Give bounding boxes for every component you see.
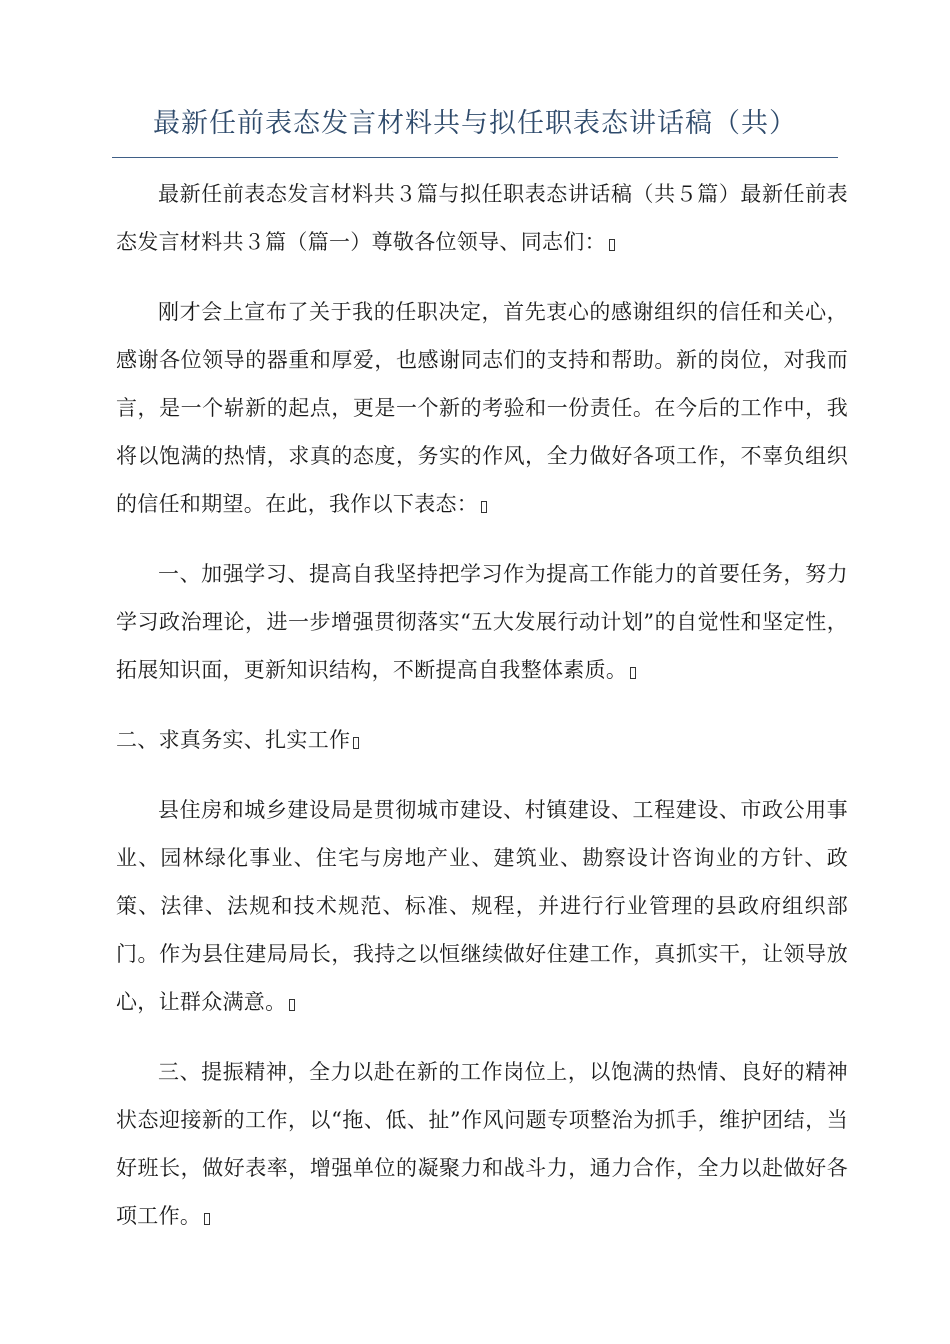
paragraph-text: 一、加强学习、提高自我坚持把学习作为提高工作能力的首要任务，努力学习政治理论，进一步增强贯彻落实“五大发展行动计划”的自觉性和坚定性，拓展知识面，更新知识结构，不断提高自我整体素质。 [116, 562, 848, 682]
document-body [116, 170, 848, 1262]
paragraph-point-one [116, 550, 848, 694]
paragraph-mark-icon [630, 667, 636, 679]
paragraph-text: 县住房和城乡建设局是贯彻城市建设、村镇建设、工程建设、市政公用事业、园林绿化事业、住宅与房地产业、建筑业、勘察设计咨询业的方针、政策、法律、法规和技术规范、标准、规程，并进行行业管理的县政府组织部门。作为县住建局局长，我持之以恒继续做好住建工作，真抓实干，让领导放心，让群众满意。 [116, 798, 848, 1014]
paragraph-text: 最新任前表态发言材料共３篇与拟任职表态讲话稿（共５篇）最新任前表态发言材料共３篇（篇一）尊敬各位领导、同志们： [116, 182, 848, 254]
paragraph-point-two-body [116, 786, 848, 1026]
paragraph-mark-icon [353, 737, 359, 749]
paragraph-mark-icon [204, 1213, 210, 1225]
paragraph-opening [116, 288, 848, 528]
paragraph-mark-icon [481, 501, 487, 513]
paragraph-point-three [116, 1048, 848, 1240]
paragraph-mark-icon [609, 239, 615, 251]
paragraph-text: 三、提振精神，全力以赴在新的工作岗位上，以饱满的热情、良好的精神状态迎接新的工作，以“拖、低、扯”作风问题专项整治为抓手，维护团结，当好班长，做好表率，增强单位的凝聚力和战斗力，通力合作，全力以赴做好各项工作。 [116, 1060, 848, 1228]
paragraph-text: 刚才会上宣布了关于我的任职决定，首先衷心的感谢组织的信任和关心，感谢各位领导的器重和厚爱，也感谢同志们的支持和帮助。新的岗位，对我而言，是一个崭新的起点，更是一个新的考验和一份责任。在今后的工作中，我将以饱满的热情，求真的态度，务实的作风，全力做好各项工作，不辜负组织的信任和期望。在此，我作以下表态： [116, 300, 848, 516]
paragraph-point-two-heading [116, 716, 848, 764]
paragraph-intro [116, 170, 848, 266]
document-title: 最新任前表态发言材料共与拟任职表态讲话稿（共） [153, 108, 797, 139]
paragraph-mark-icon [289, 999, 295, 1011]
title-divider [112, 157, 838, 158]
paragraph-text: 二、求真务实、扎实工作 [116, 728, 351, 752]
